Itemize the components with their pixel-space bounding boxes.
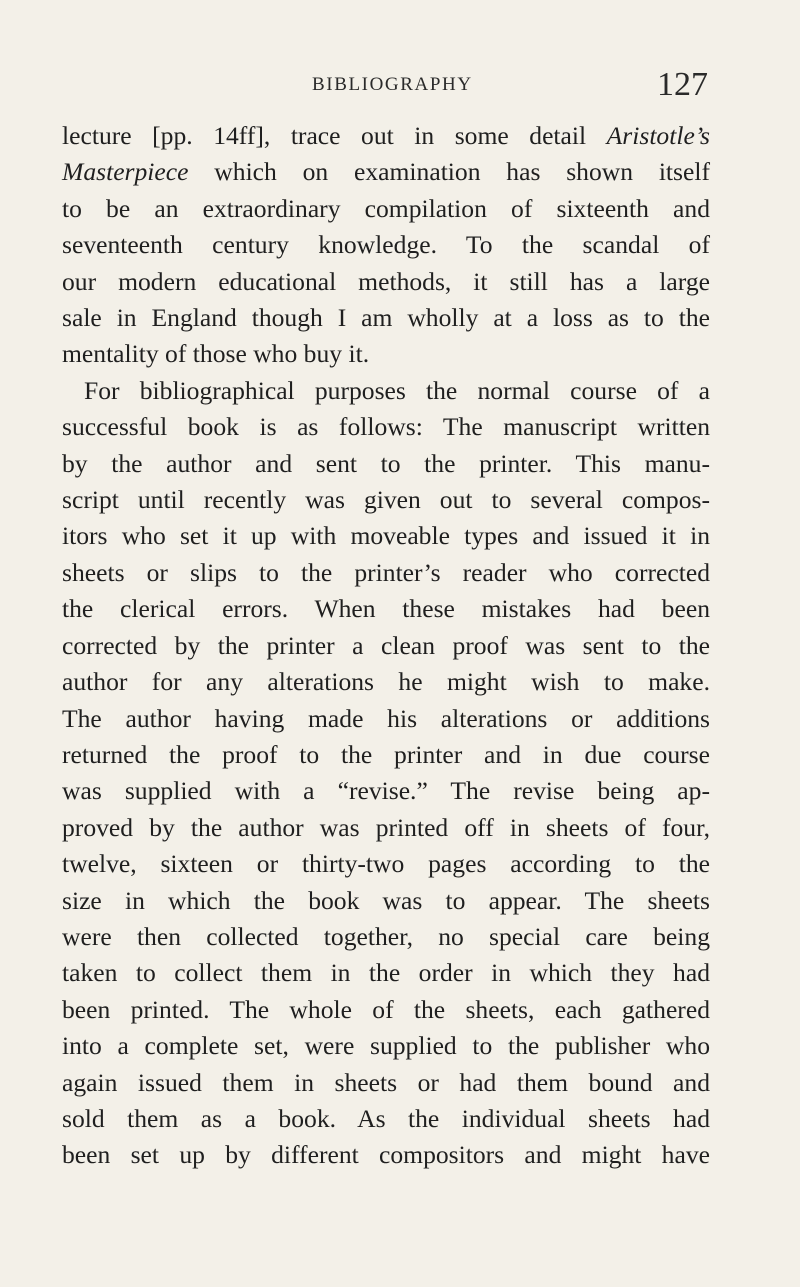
running-title: BIBLIOGRAPHY	[312, 74, 473, 95]
text-line: size in which the book was to appear. The sheets	[62, 885, 710, 915]
text-line: again issued them in sheets or had them bound and	[62, 1067, 710, 1097]
text-line: was supplied with a “revise.” The revise being ap-	[62, 776, 710, 806]
text-line: For bibliographical purposes the normal course of a	[84, 375, 710, 405]
text-line: to be an extraordinary compilation of sixteenth and	[62, 193, 710, 223]
text-line: script until recently was given out to several compos-	[62, 485, 710, 515]
running-head	[68, 68, 708, 108]
text-line: returned the proof to the printer and in due course	[62, 739, 710, 769]
text-line: been set up by different compositors and might have	[62, 1140, 710, 1170]
italic-title: Aristotle’s	[606, 121, 710, 150]
italic-title: Masterpiece	[62, 157, 189, 187]
text-line: twelve, sixteen or thirty-two pages according to the	[62, 849, 710, 879]
text-line: proved by the author was printed off in sheets of four,	[62, 812, 710, 842]
text-line: into a complete set, were supplied to the publisher who	[62, 1031, 710, 1061]
text-line: mentality of those who buy it.	[62, 339, 370, 369]
text-line: taken to collect them in the order in which they had	[62, 958, 710, 988]
page-number: 127	[657, 66, 708, 103]
text-line: seventeenth century knowledge. To the scandal of	[62, 230, 710, 260]
text-line: sale in England though I am wholly at a loss as to the	[62, 303, 710, 333]
text-line: by the author and sent to the printer. This manu-	[62, 448, 710, 478]
text-line: The author having made his alterations or additions	[62, 703, 710, 733]
text-line: sold them as a book. As the individual sheets had	[62, 1103, 710, 1133]
text-line: the clerical errors. When these mistakes had been	[62, 594, 710, 624]
text-line: Masterpiece which on examination has shown itself	[62, 157, 710, 187]
text-line: itors who set it up with moveable types and issued it in	[62, 521, 710, 551]
text-line: been printed. The whole of the sheets, each gathered	[62, 994, 710, 1024]
text-line: were then collected together, no special care being	[62, 921, 710, 951]
text-line: successful book is as follows: The manuscript written	[62, 412, 710, 442]
text-line: corrected by the printer a clean proof was sent to the	[62, 630, 710, 660]
body-text	[62, 118, 710, 1174]
text-line: author for any alterations he might wish to make.	[62, 667, 710, 697]
text-line: our modern educational methods, it still has a large	[62, 266, 710, 296]
text-line: sheets or slips to the printer’s reader who corrected	[62, 557, 710, 587]
text-line: lecture [pp. 14ff], trace out in some detail Aristotle’s	[62, 121, 710, 150]
